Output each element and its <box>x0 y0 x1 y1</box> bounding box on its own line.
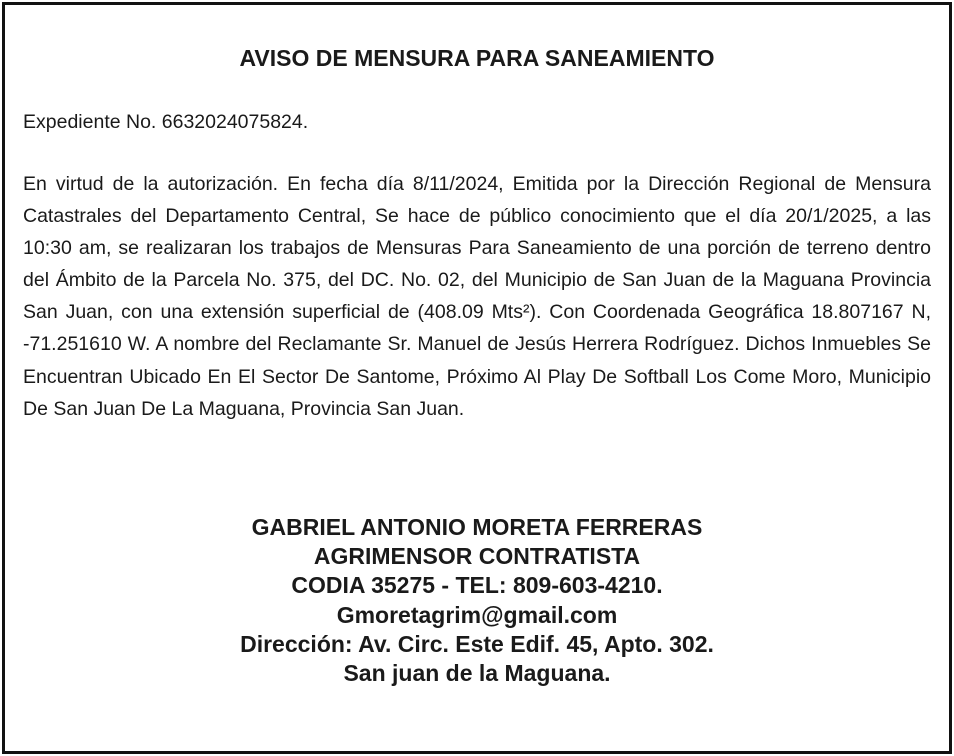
expediente-number: Expediente No. 6632024075824. <box>23 111 309 133</box>
notice-body: En virtud de la autorización. En fecha día 8/11/2024, Emitida por la Dirección Regional de Mensura Catastrales del Departamento Central, Se hace de público conocimiento que el día 20/1/2025, a las 10:30 am, se realizaran los trabajos de Mensuras Para Saneamiento de una porción de terreno dentro del Ámbito de la Parcela No. 375, del DC. No. 02, del Municipio de San Juan de la Maguana Provincia San Juan, con una extensión superficial de (408.09 Mts²). Con Coordenada Geográfica 18.807167 N, -71.251610 W. A nombre del Reclamante Sr. Manuel de Jesús Herrera Rodríguez. Dichos Inmuebles Se Encuentran Ubicado En El Sector De Santome, Próximo Al Play De Softball Los Come Moro, Municipio De San Juan De La Maguana, Provincia San Juan. <box>23 173 931 420</box>
notice-title: AVISO DE MENSURA PARA SANEAMIENTO <box>239 45 715 71</box>
surveyor-role: AGRIMENSOR CONTRATISTA <box>313 543 641 570</box>
postal-address: Dirección: Av. Circ. Este Edif. 45, Apto. 302. <box>240 630 714 657</box>
signature-block <box>5 513 949 688</box>
email-address: Gmoretagrim@gmail.com <box>336 601 618 628</box>
codia-phone: CODIA 35275 - TEL: 809-603-4210. <box>291 572 663 599</box>
city-line: San juan de la Maguana. <box>343 660 611 687</box>
surveyor-name: GABRIEL ANTONIO MORETA FERRERAS <box>251 514 703 540</box>
notice-box <box>2 2 952 754</box>
